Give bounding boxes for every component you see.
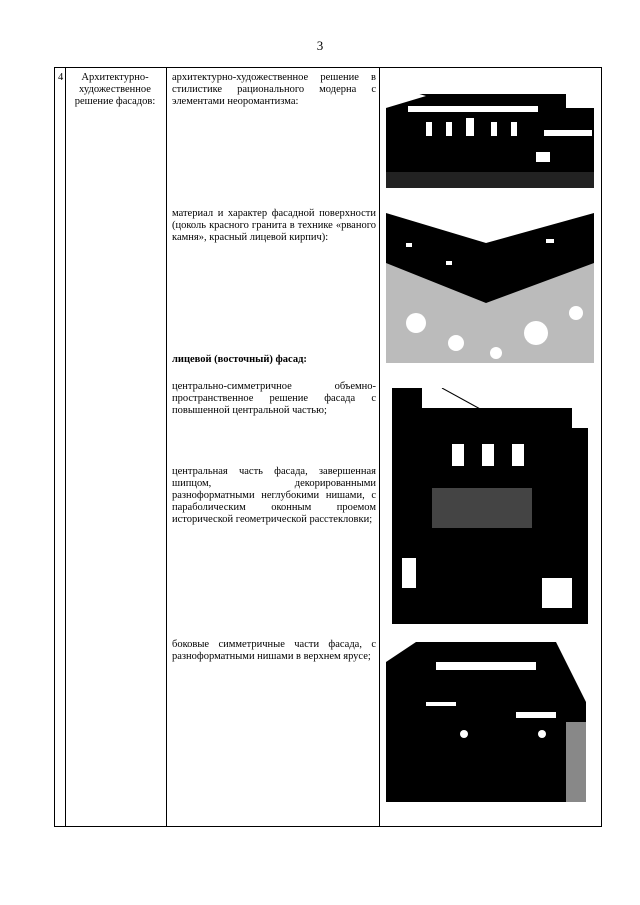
granite-plinth-photo	[386, 203, 594, 363]
page-number: 3	[316, 38, 324, 53]
row-title: Архитектурно-художественное решение фасадов:	[74, 72, 156, 107]
item-side-parts: боковые симметричные части фасада, с разноформатными нишами в верхнем ярусе;	[172, 639, 376, 662]
item-symmetry: центрально-симметричное объемно-пространственное решение фасада с повышенной центральной частью;	[172, 381, 376, 416]
item-style: архитектурно-художественное решение в стилистике рационального модерна с элементами неоромантизма:	[172, 72, 376, 107]
column-divider	[65, 68, 66, 826]
column-divider	[379, 68, 380, 826]
central-gable-photo	[392, 388, 588, 624]
building-facade-photo	[386, 68, 594, 188]
side-wings-photo	[386, 642, 586, 802]
item-east-facade-heading: лицевой (восточный) фасад:	[172, 354, 307, 365]
item-material: материал и характер фасадной поверхности (цоколь красного гранита в технике «рваного камня», красный лицевой кирпич):	[172, 208, 376, 243]
item-central-part: центральная часть фасада, завершенная шипцом, декорированными разноформатными неглубокими нишами, с параболическим оконным проемом исторической геометрической расстекловки;	[172, 466, 376, 525]
row-number: 4	[58, 72, 64, 83]
column-divider	[166, 68, 167, 826]
monument-description-table	[54, 67, 602, 827]
